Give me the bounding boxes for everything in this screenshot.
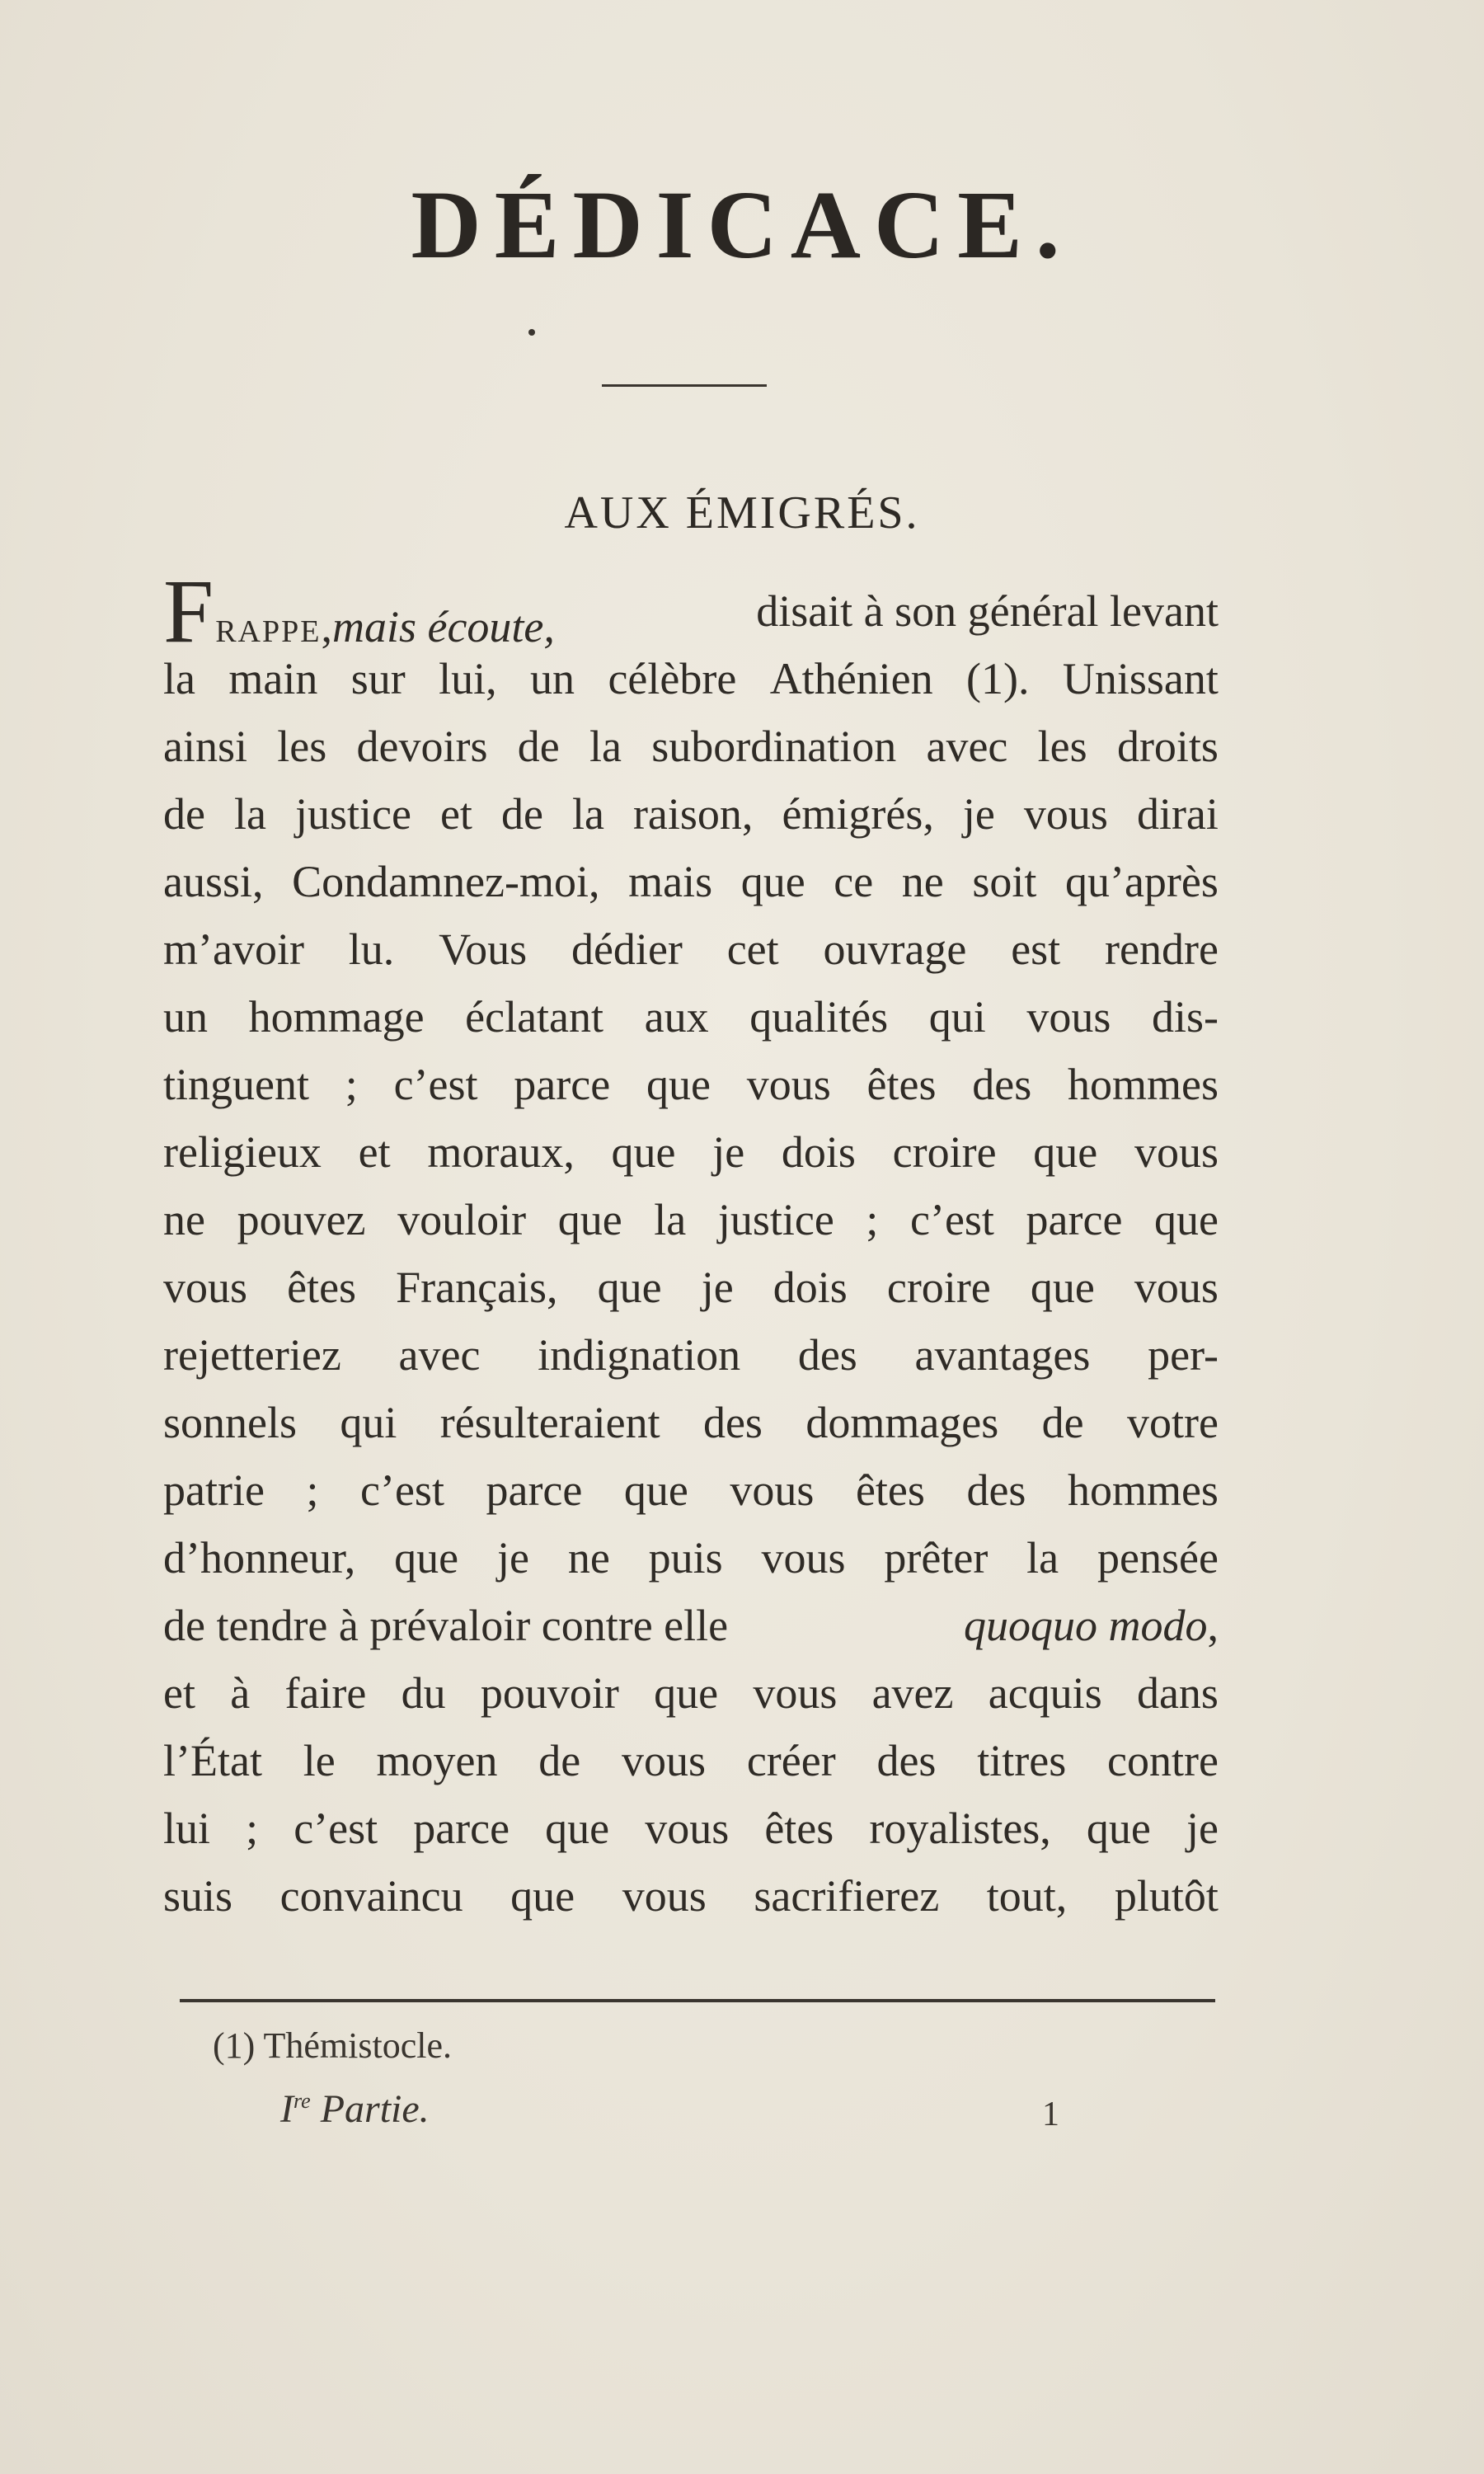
body-line: tinguent ; c’est parce que vous êtes des hommes bbox=[163, 1060, 1219, 1109]
title-rule bbox=[602, 384, 767, 387]
footnote: (1) Thémistocle. bbox=[213, 2025, 452, 2066]
part-numeral: I bbox=[280, 2087, 294, 2131]
italic-phrase: mais écoute, bbox=[331, 602, 555, 651]
body-lines-after bbox=[163, 1659, 1219, 1930]
body-line: patrie ; c’est parce que vous êtes des hommes bbox=[163, 1465, 1219, 1515]
body-line: et à faire du pouvoir que vous avez acquis dans bbox=[163, 1668, 1219, 1718]
separator: , bbox=[321, 602, 332, 651]
line-text: disait à son général levant bbox=[756, 586, 1219, 636]
dedication-subtitle: AUX ÉMIGRÉS. bbox=[564, 487, 920, 539]
italic-text: quoquo modo bbox=[964, 1601, 1208, 1650]
drop-cap: F bbox=[163, 561, 214, 661]
part-superscript: re bbox=[293, 2089, 311, 2113]
dedication-body bbox=[163, 561, 1219, 1930]
small-caps-word: RAPPE bbox=[215, 614, 322, 649]
body-line: de la justice et de la raison, émigrés, je vous dirai bbox=[163, 789, 1219, 839]
body-line: religieux et moraux, que je dois croire que vous bbox=[163, 1127, 1219, 1177]
signature-mark: 1 bbox=[1042, 2095, 1059, 2133]
body-line: un hommage éclatant aux qualités qui vous dis- bbox=[163, 992, 1219, 1042]
body-line bbox=[163, 1592, 1219, 1659]
body-lines bbox=[163, 645, 1219, 1592]
first-word bbox=[163, 561, 555, 661]
body-line: la main sur lui, un célèbre Athénien (1). Unissant bbox=[163, 654, 1219, 703]
body-line: ne pouvez vouloir que la justice ; c’est parce que bbox=[163, 1195, 1219, 1244]
body-line: lui ; c’est parce que vous êtes royalistes, que je bbox=[163, 1804, 1219, 1853]
ornament-dot bbox=[528, 329, 535, 336]
body-line: rejetteriez avec indignation des avantages per- bbox=[163, 1330, 1219, 1380]
part-word: Partie. bbox=[320, 2087, 430, 2131]
line-text: de tendre à prévaloir contre elle bbox=[163, 1601, 729, 1650]
body-line: ainsi les devoirs de la subordination avec les droits bbox=[163, 722, 1219, 771]
body-line: d’honneur, que je ne puis vous prêter la pensée bbox=[163, 1533, 1219, 1583]
part-label bbox=[280, 2086, 430, 2132]
footnote-rule bbox=[180, 1999, 1215, 2002]
italic-phrase bbox=[964, 1592, 1219, 1659]
body-line bbox=[163, 561, 1219, 661]
comma: , bbox=[1207, 1601, 1219, 1650]
body-line: vous êtes Français, que je dois croire que vous bbox=[163, 1263, 1219, 1312]
body-line: sonnels qui résulteraient des dommages de votre bbox=[163, 1398, 1219, 1447]
body-line: l’État le moyen de vous créer des titres contre bbox=[163, 1736, 1219, 1785]
body-line: aussi, Condamnez-moi, mais que ce ne soit qu’après bbox=[163, 857, 1219, 906]
page-title: DÉDICACE. bbox=[411, 171, 1073, 279]
body-line: suis convaincu que vous sacrifierez tout, plutôt bbox=[163, 1871, 1219, 1921]
body-line: m’avoir lu. Vous dédier cet ouvrage est rendre bbox=[163, 924, 1219, 974]
